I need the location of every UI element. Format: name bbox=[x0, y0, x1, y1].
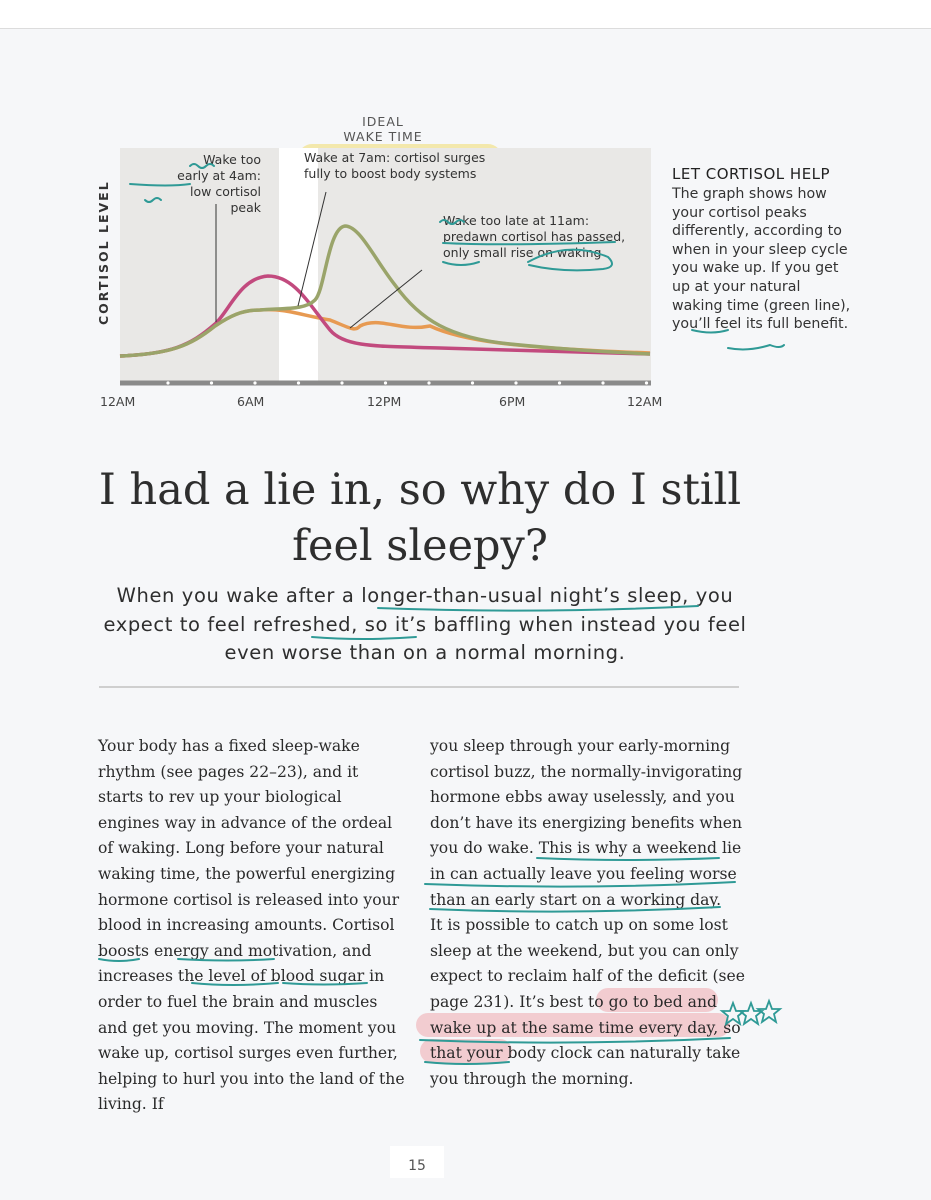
x-tick-0: 12AM bbox=[100, 394, 136, 409]
x-tick-3: 6PM bbox=[499, 394, 526, 409]
sidebar-text: The graph shows how your cortisol peaks differently, according to when in your sleep cycle you wake up. If you get up at your natural waking time (green line), you’ll feel its full benefit. bbox=[672, 186, 851, 333]
axis-dot bbox=[166, 381, 169, 384]
annotation-ideal: Wake at 7am: cortisol surges fully to boost body systems bbox=[304, 150, 486, 181]
ideal-wake-label: IDEAL WAKE TIME bbox=[343, 114, 423, 144]
x-tick-1: 6AM bbox=[237, 394, 265, 409]
page-subheadline: When you wake after a longer-than-usual night’s sleep, you expect to feel refreshed, so it’s baffling when instead you feel even worse than on a normal morning. bbox=[103, 584, 747, 664]
cortisol-chart bbox=[90, 110, 670, 420]
ideal-wake-band bbox=[279, 148, 318, 382]
axis-dot bbox=[471, 381, 474, 384]
axis-dot bbox=[601, 381, 604, 384]
page-headline: I had a lie in, so why do I still feel sleepy? bbox=[98, 465, 742, 571]
sidebar-note bbox=[672, 165, 852, 334]
x-tick-4: 12AM bbox=[627, 394, 663, 409]
axis-dot bbox=[210, 381, 213, 384]
sidebar-heading: LET CORTISOL HELP bbox=[672, 165, 831, 183]
x-tick-2: 12PM bbox=[367, 394, 402, 409]
axis-dot bbox=[253, 381, 256, 384]
page-number: 15 bbox=[408, 1158, 426, 1174]
axis-dot bbox=[340, 381, 343, 384]
annotation-early: Wake too early at 4am: low cortisol peak bbox=[177, 152, 261, 215]
axis-dot bbox=[558, 381, 561, 384]
top-bar bbox=[0, 0, 931, 29]
axis-dot bbox=[297, 381, 300, 384]
divider bbox=[99, 686, 739, 688]
axis-dot bbox=[427, 381, 430, 384]
annotation-late: Wake too late at 11am: predawn cortisol has passed, only small rise on waking bbox=[443, 213, 626, 260]
y-axis-label: CORTISOL LEVEL bbox=[96, 180, 111, 325]
page-number-box bbox=[390, 1146, 444, 1178]
axis-dot bbox=[645, 381, 648, 384]
body-column-2: you sleep through your early-morning cortisol buzz, the normally-invigorating hormone ebbs away uselessly, and you don’t have its energizing benefits when you do wake. This is why a weekend lie in can actually leave you feeling worse than an early start on a working day. It is possible to catch up on some lost sleep at the weekend, but you can only expect to reclaim half of the deficit (see page 231). It’s best to go to bed and wake up at the same time every day, so that your body clock can naturally take you through the morning. bbox=[430, 737, 745, 1088]
body-column-1: Your body has a fixed sleep-wake rhythm (see pages 22–23), and it starts to rev up your biological engines way in advance of the ordeal of waking. Long before your natural waking time, the powerful energizing hormone cortisol is released into your blood in increasing amounts. Cortisol boosts energy and motivation, and increases the level of blood sugar in order to fuel the brain and muscles and get you moving. The moment you wake up, cortisol surges even further, helping to hurl you into the land of the living. If bbox=[98, 737, 405, 1114]
axis-dot bbox=[384, 381, 387, 384]
axis-dot bbox=[514, 381, 517, 384]
